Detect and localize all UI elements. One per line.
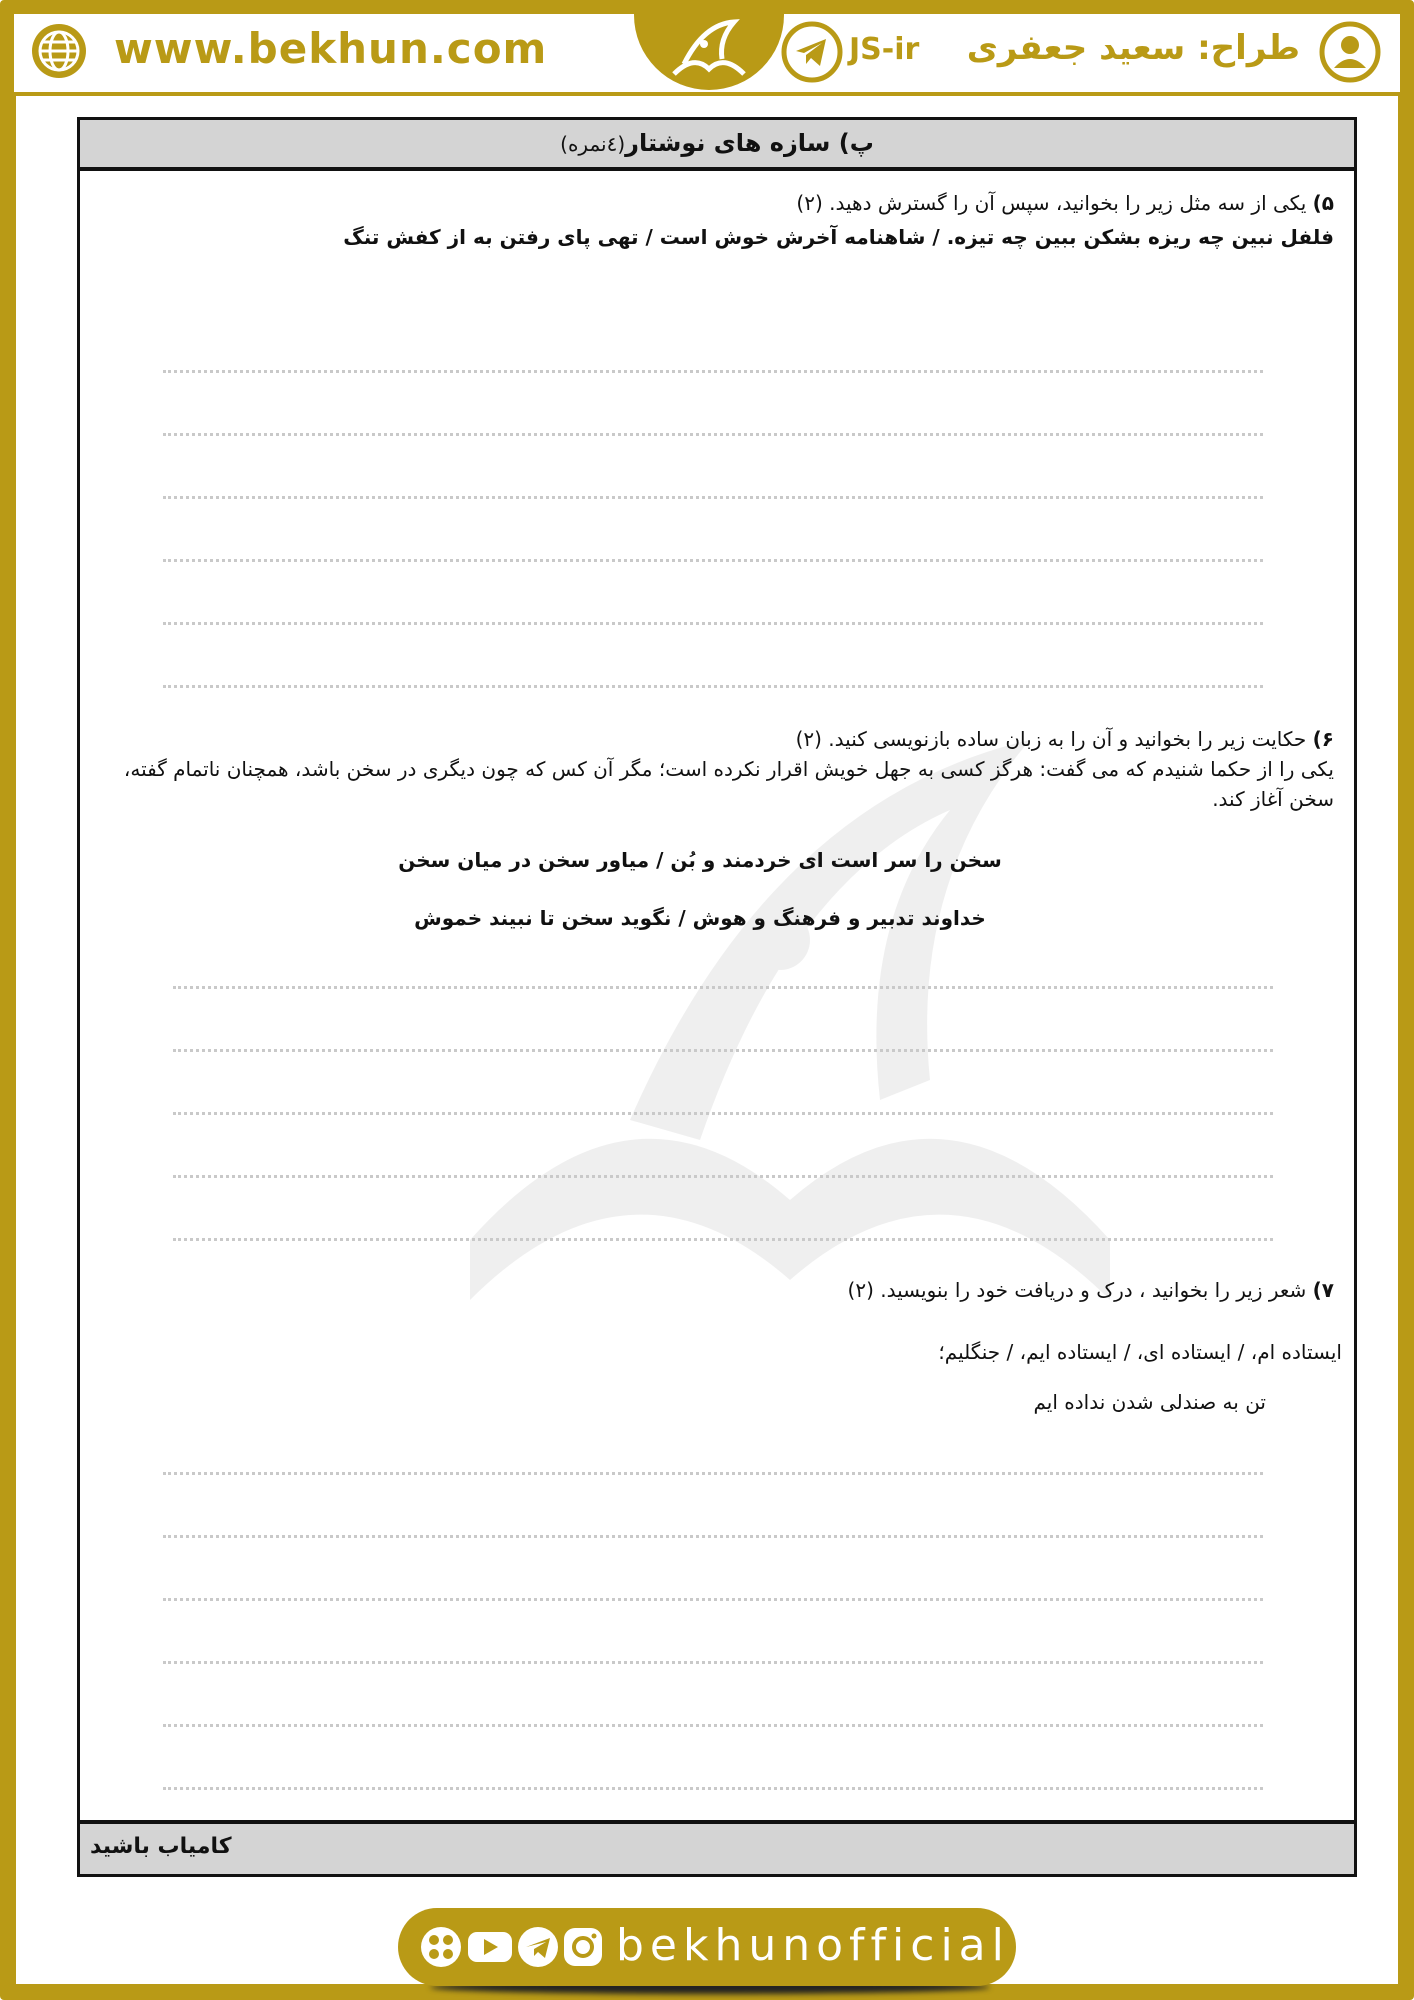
answer-line[interactable] bbox=[163, 1472, 1263, 1475]
question-5-proverbs: فلفل نبین چه ریزه بشکن ببین چه تیزه. / شاهنامه آخرش خوش است / تهی پای رفتن به از کفش تنگ bbox=[343, 225, 1334, 249]
youtube-icon[interactable] bbox=[468, 1932, 512, 1962]
question-6-prompt: حکایت زیر را بخوانید و آن را به زبان ساده بازنویسی کنید. (۲) bbox=[795, 727, 1307, 751]
social-handle[interactable]: bekhunofficial bbox=[616, 1920, 1010, 1971]
answer-line[interactable] bbox=[173, 1049, 1273, 1052]
poem-line-1: ایستاده ام، / ایستاده ای، / ایستاده ایم، / جنگلیم؛ bbox=[938, 1340, 1342, 1364]
website-link[interactable]: www.bekhun.com bbox=[114, 24, 548, 73]
telegram-icon[interactable] bbox=[518, 1927, 558, 1967]
answer-line[interactable] bbox=[173, 1238, 1273, 1241]
answer-line[interactable] bbox=[163, 685, 1263, 688]
social-footer bbox=[398, 1908, 1016, 1986]
question-6-story: یکی را از حکما شنیدم که می گفت: هرگز کسی به جهل خویش اقرار نکرده است؛ مگر آن کس که چون دیگری در سخن باشد، همچنان ناتمام گفته، سخن آغاز کند. bbox=[123, 757, 1334, 811]
answer-line[interactable] bbox=[163, 1661, 1263, 1664]
answer-line[interactable] bbox=[173, 1112, 1273, 1115]
instagram-icon[interactable] bbox=[564, 1928, 602, 1966]
aparat-icon[interactable] bbox=[421, 1927, 461, 1967]
top-banner bbox=[14, 14, 1400, 96]
answer-line[interactable] bbox=[163, 559, 1263, 562]
exam-sheet bbox=[77, 117, 1357, 1877]
globe-icon[interactable] bbox=[30, 22, 88, 80]
user-icon bbox=[1318, 20, 1382, 84]
question-7 bbox=[134, 1275, 1334, 1305]
question-5-prompt: یکی از سه مثل زیر را بخوانید، سپس آن را گسترش دهید. (۲) bbox=[796, 191, 1307, 215]
question-5 bbox=[134, 188, 1334, 218]
answer-line[interactable] bbox=[163, 370, 1263, 373]
answer-line[interactable] bbox=[173, 986, 1273, 989]
question-7-prompt: شعر زیر را بخوانید ، درک و دریافت خود را بنویسید. (۲) bbox=[847, 1278, 1307, 1302]
designer-credit: طراح: سعید جعفری bbox=[966, 28, 1300, 68]
question-5-number: ۵) bbox=[1312, 191, 1334, 215]
answer-line[interactable] bbox=[163, 1724, 1263, 1727]
answer-line[interactable] bbox=[163, 1598, 1263, 1601]
telegram-handle[interactable]: JS-ir bbox=[849, 32, 920, 67]
social-icons bbox=[418, 1924, 608, 1970]
question-6-number: ۶) bbox=[1312, 727, 1334, 751]
poem-line-2: تن به صندلی شدن نداده ایم bbox=[1033, 1390, 1266, 1414]
answer-line[interactable] bbox=[163, 622, 1263, 625]
telegram-icon[interactable] bbox=[780, 20, 844, 84]
question-6 bbox=[134, 724, 1334, 754]
answer-line[interactable] bbox=[163, 1535, 1263, 1538]
closing-text: کامیاب باشید bbox=[90, 1834, 232, 1859]
verse-line-2: خداوند تدبیر و فرهنگ و هوش / نگوید سخن تا نبیند خموش bbox=[414, 906, 986, 930]
answer-line[interactable] bbox=[163, 1787, 1263, 1790]
question-7-number: ۷) bbox=[1312, 1278, 1334, 1302]
section-title: پ) سازه های نوشتار bbox=[625, 129, 874, 157]
answer-line[interactable] bbox=[163, 433, 1263, 436]
section-header bbox=[80, 120, 1354, 171]
answer-line[interactable] bbox=[173, 1175, 1273, 1178]
answer-line[interactable] bbox=[163, 496, 1263, 499]
section-score: (٤نمره) bbox=[560, 132, 626, 156]
verse-line-1: سخن را سر است ای خردمند و بُن / میاور سخن در میان سخن bbox=[398, 848, 1002, 872]
book-logo-icon bbox=[664, 14, 754, 90]
brand-logo bbox=[634, 14, 784, 90]
exam-footer bbox=[80, 1820, 1354, 1874]
